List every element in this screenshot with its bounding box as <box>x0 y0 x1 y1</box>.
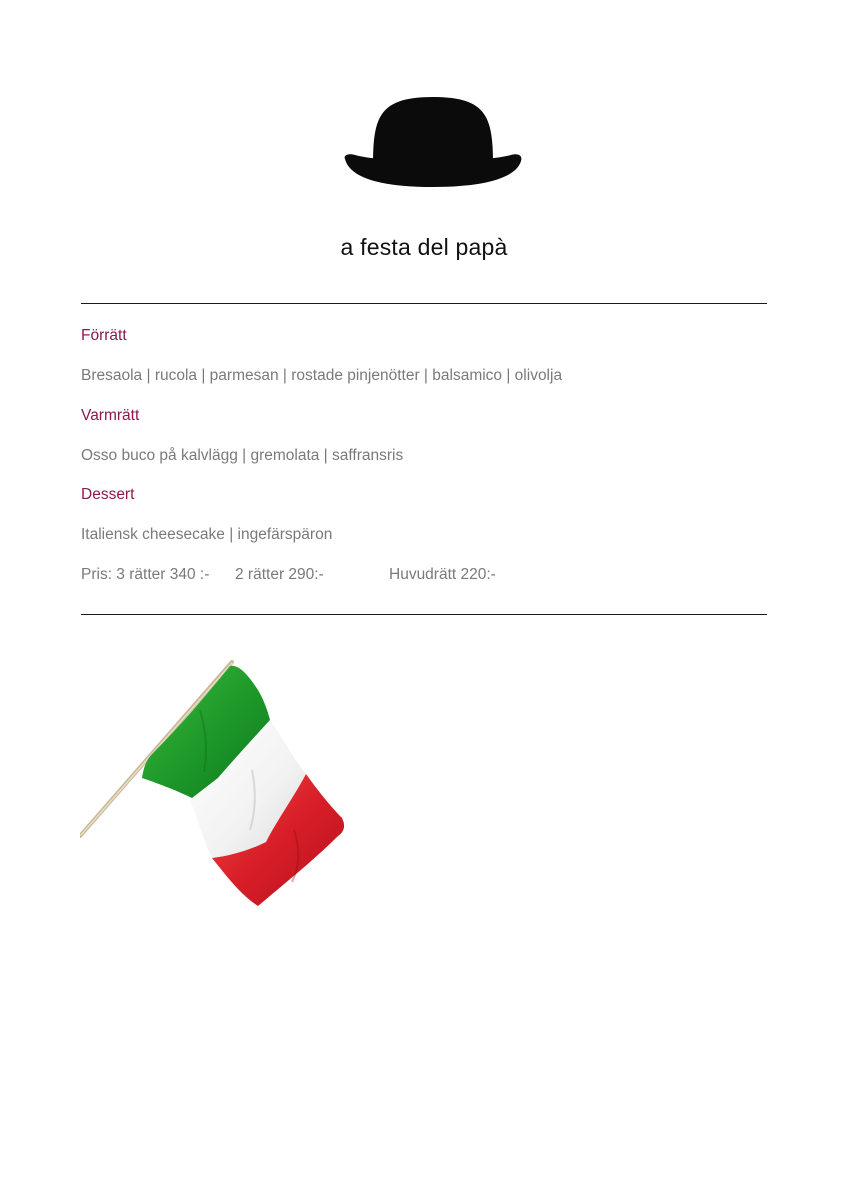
course-heading-varmratt: Varmrätt <box>81 407 140 424</box>
price-two-courses: 2 rätter 290:- <box>235 566 324 583</box>
course-heading-dessert: Dessert <box>81 486 135 503</box>
italian-flag <box>80 660 348 908</box>
course-items-varmratt: Osso buco på kalvlägg | gremolata | saffransris <box>81 447 404 464</box>
course-heading-forratt: Förrätt <box>81 327 127 344</box>
bottom-divider <box>81 614 767 615</box>
course-items-dessert: Italiensk cheesecake | ingefärspäron <box>81 526 333 543</box>
top-divider <box>81 303 767 304</box>
course-items-forratt: Bresaola | rucola | parmesan | rostade pinjenötter | balsamico | olivolja <box>81 367 563 384</box>
price-main-course: Huvudrätt 220:- <box>389 566 496 583</box>
page-title: a festa del papà <box>340 234 508 260</box>
price-three-courses: Pris: 3 rätter 340 :- <box>81 566 210 583</box>
bowler-hat-icon <box>343 97 523 189</box>
